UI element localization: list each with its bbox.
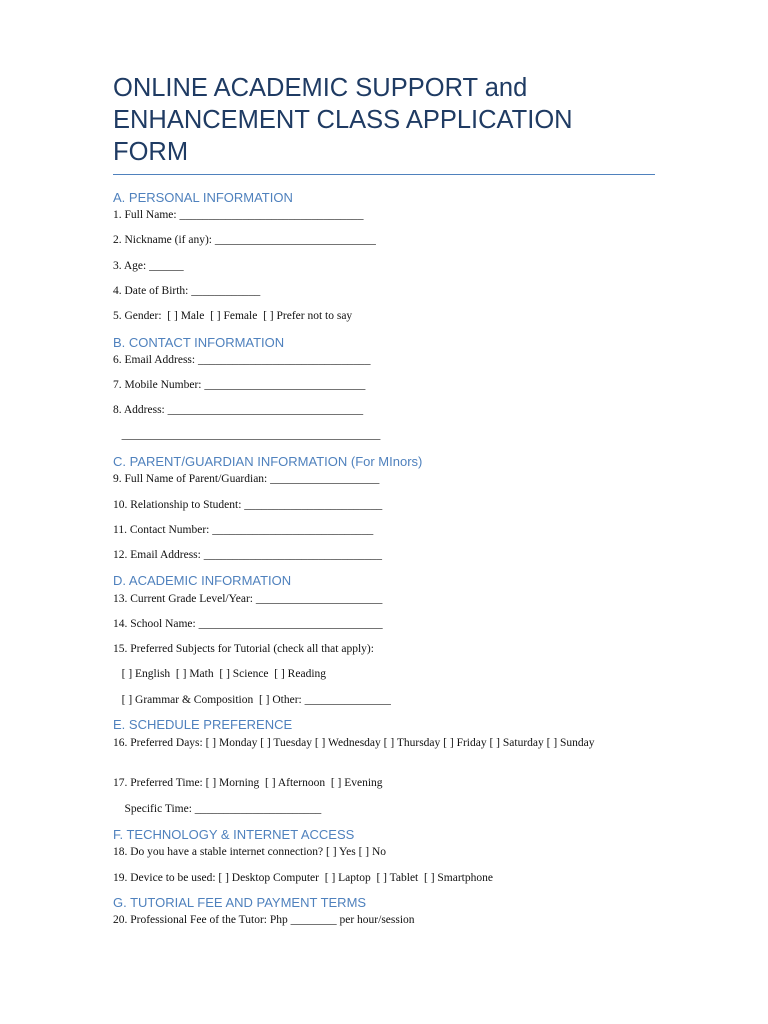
field-email-address: 6. Email Address: ______________________________ [113, 354, 371, 366]
section-e-heading: E. SCHEDULE PREFERENCE [113, 717, 293, 732]
section-f-heading: F. TECHNOLOGY & INTERNET ACCESS [113, 827, 355, 842]
subject-options-row-2: [ ] Grammar & Composition [ ] Other: _______________ [113, 694, 391, 706]
section-b-heading: B. CONTACT INFORMATION [113, 335, 285, 350]
field-device: 19. Device to be used: [ ] Desktop Computer [ ] Laptop [ ] Tablet [ ] Smartphone [113, 872, 493, 884]
field-grade-level: 13. Current Grade Level/Year: ______________________ [113, 593, 383, 605]
form-title-line-2: ENHANCEMENT CLASS APPLICATION [113, 106, 573, 134]
form-title-line-3: FORM [113, 138, 189, 166]
field-address: 8. Address: __________________________________ [113, 404, 364, 416]
field-nickname: 2. Nickname (if any): ____________________________ [113, 234, 376, 246]
field-preferred-time: 17. Preferred Time: [ ] Morning [ ] Afternoon [ ] Evening [113, 777, 383, 789]
field-mobile-number: 7. Mobile Number: ____________________________ [113, 379, 366, 391]
section-d-heading: D. ACADEMIC INFORMATION [113, 573, 292, 588]
field-school-name: 14. School Name: ________________________________ [113, 618, 383, 630]
field-professional-fee: 20. Professional Fee of the Tutor: Php ________ per hour/session [113, 914, 415, 926]
subject-options-row-1: [ ] English [ ] Math [ ] Science [ ] Reading [113, 668, 327, 680]
field-preferred-days: 16. Preferred Days: [ ] Monday [ ] Tuesday [ ] Wednesday [ ] Thursday [ ] Friday [ ] Saturday [ ] Sunday [113, 737, 595, 749]
field-full-name: 1. Full Name: ________________________________ [113, 209, 364, 221]
field-preferred-subjects: 15. Preferred Subjects for Tutorial (check all that apply): [113, 643, 374, 655]
form-title-line-1: ONLINE ACADEMIC SUPPORT and [113, 74, 528, 102]
field-age: 3. Age: ______ [113, 260, 184, 272]
title-underline-rule [113, 174, 655, 175]
section-g-heading: G. TUTORIAL FEE AND PAYMENT TERMS [113, 895, 367, 910]
field-specific-time: Specific Time: ______________________ [113, 803, 322, 815]
field-address-continuation: _____________________________________________ [113, 429, 381, 441]
section-c-heading: C. PARENT/GUARDIAN INFORMATION (For MInors) [113, 454, 423, 469]
field-gender: 5. Gender: [ ] Male [ ] Female [ ] Prefer not to say [113, 310, 353, 322]
field-internet-connection: 18. Do you have a stable internet connection? [ ] Yes [ ] No [113, 846, 387, 858]
section-a-heading: A. PERSONAL INFORMATION [113, 190, 293, 205]
field-relationship: 10. Relationship to Student: ________________________ [113, 499, 383, 511]
field-date-of-birth: 4. Date of Birth: ____________ [113, 285, 261, 297]
form-title [113, 72, 673, 168]
field-guardian-contact-number: 11. Contact Number: ____________________________ [113, 524, 374, 536]
field-guardian-email: 12. Email Address: _______________________________ [113, 549, 382, 561]
field-guardian-name: 9. Full Name of Parent/Guardian: ___________________ [113, 473, 380, 485]
